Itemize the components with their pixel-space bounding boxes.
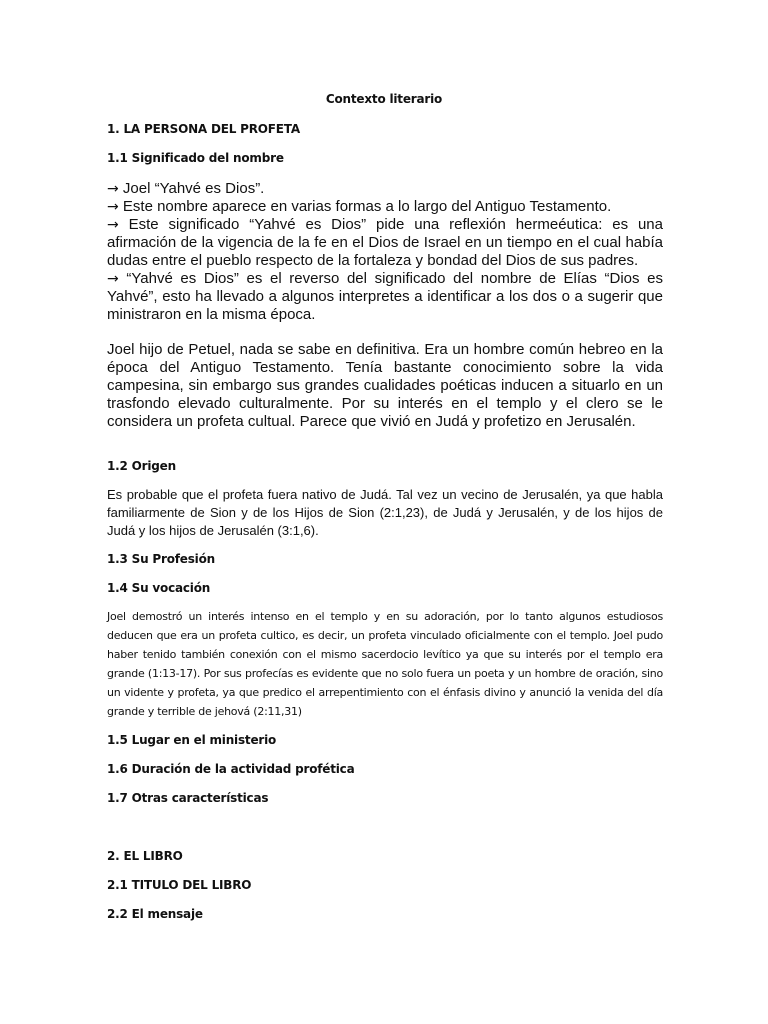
heading-persona-del-profeta: 1. LA PERSONA DEL PROFETA xyxy=(107,122,300,136)
heading-el-mensaje: 2.2 El mensaje xyxy=(107,907,203,921)
paragraph-origen: Es probable que el profeta fuera nativo de Judá. Tal vez un vecino de Jerusalén, ya que habla familiarmente de Sion y de los Hijos de Sion (2:1,23), de Judá y Jerusalén, y de los hijos de Judá y los hijos de Jerusalén (3:1,6). xyxy=(107,487,663,538)
arrow-point: → Este nombre aparece en varias formas a lo largo del Antiguo Testamento. xyxy=(107,198,612,215)
arrow-right-icon: → xyxy=(107,271,119,287)
heading-otras-caracteristicas: 1.7 Otras características xyxy=(107,791,269,805)
arrow-point: → “Yahvé es Dios” es el reverso del significado del nombre de Elías “Dios es Yahvé”, esto ha llevado a algunos interpretes a identificar a los dos o a sugerir que ministraron en la misma época. xyxy=(107,270,663,323)
heading-significado-del-nombre: 1.1 Significado del nombre xyxy=(107,151,284,165)
arrow-right-icon: → xyxy=(107,181,119,197)
document-title: Contexto literario xyxy=(325,92,443,106)
arrow-right-icon: → xyxy=(107,199,119,215)
heading-lugar-en-el-ministerio: 1.5 Lugar en el ministerio xyxy=(107,733,277,747)
arrow-right-icon: → xyxy=(107,217,119,233)
arrow-points-list xyxy=(107,180,663,324)
arrow-point: → Joel “Yahvé es Dios”. xyxy=(107,180,265,197)
heading-su-vocacion: 1.4 Su vocación xyxy=(107,581,211,595)
heading-su-profesion: 1.3 Su Profesión xyxy=(107,552,215,566)
arrow-point: → Este significado “Yahvé es Dios” pide una reflexión hermeéutica: es una afirmación de la vigencia de la fe en el Dios de Israel en un tiempo en el cual había dudas entre el pueblo respecto de la fortaleza y bondad del Dios de sus padres. xyxy=(107,216,663,269)
heading-el-libro: 2. EL LIBRO xyxy=(107,849,183,863)
heading-duracion-actividad-profetica: 1.6 Duración de la actividad profética xyxy=(107,762,355,776)
paragraph-vocacion: Joel demostró un interés intenso en el templo y en su adoración, por lo tanto algunos estudiosos deducen que era un profeta cultico, es decir, un profeta vinculado oficialmente con el templo. Joel pudo haber tenido también conexión con el mismo sacerdocio levítico ya que su interés por el templo era grande (1:13-17). Por sus profecías es evidente que no solo fuera un poeta y un hombre de oración, sino un vidente y profeta, ya que predico el arrepentimiento con el énfasis divino y anunció la venida del día grande y terrible de jehová (2:11,31) xyxy=(107,610,663,718)
heading-origen: 1.2 Origen xyxy=(107,459,176,473)
paragraph-joel-hijo-de-petuel: Joel hijo de Petuel, nada se sabe en definitiva. Era un hombre común hebreo en la época del Antiguo Testamento. Tenía bastante conocimiento sobre la vida campesina, sin embargo sus grandes cualidades poéticas inducen a situarlo en un trasfondo elevado culturalmente. Por su interés en el templo y el clero se le considera un profeta cultual. Parece que vivió en Judá y profetizo en Jerusalén. xyxy=(107,341,663,430)
heading-titulo-del-libro: 2.1 TITULO DEL LIBRO xyxy=(107,878,252,892)
